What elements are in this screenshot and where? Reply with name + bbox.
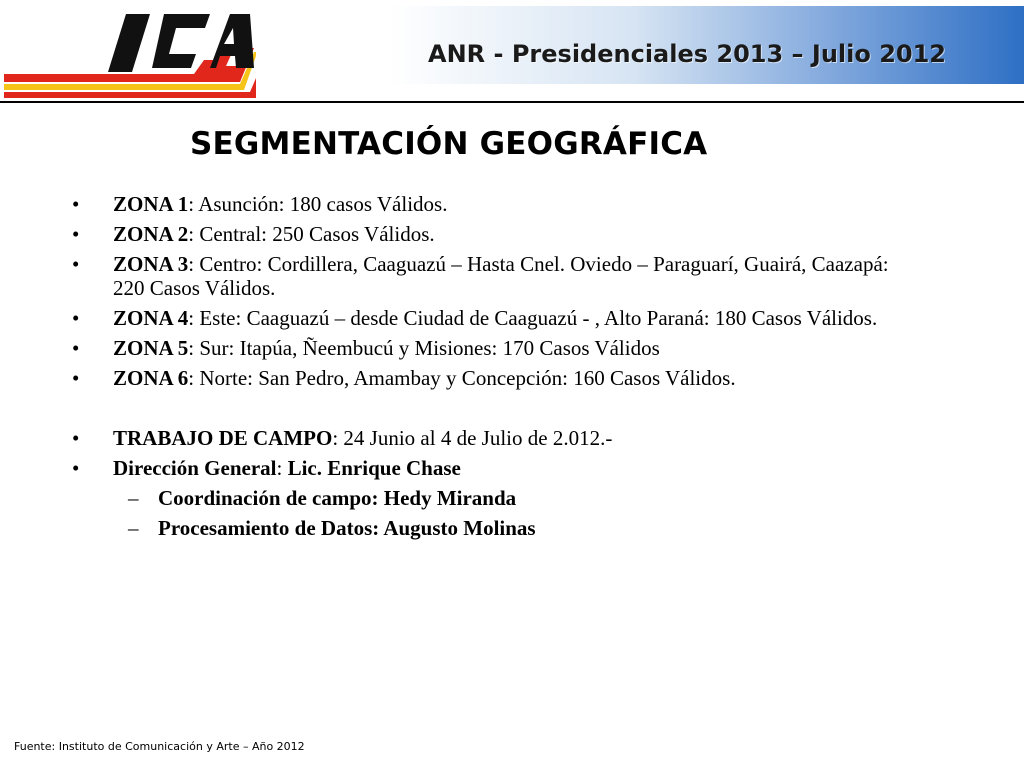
bullet-icon: • <box>72 222 80 246</box>
sub-item-text: Coordinación de campo: Hedy Miranda <box>158 486 517 510</box>
sub-item-processing <box>72 516 912 540</box>
slide-title: SEGMENTACIÓN GEOGRÁFICA <box>190 126 708 162</box>
list-item-fieldwork <box>72 426 912 450</box>
bullet-icon: • <box>72 192 80 216</box>
bullet-icon: • <box>72 252 80 276</box>
bullet-icon: • <box>72 336 80 360</box>
zone-label: ZONA 3 <box>113 252 189 276</box>
list-item-zona-5 <box>72 336 912 360</box>
bullet-icon: • <box>72 306 80 330</box>
ica-logo <box>4 8 256 100</box>
list-item-zona-1 <box>72 192 912 216</box>
zone-label: ZONA 4 <box>113 306 189 330</box>
direction-label: Dirección General <box>113 456 277 480</box>
zone-label: ZONA 5 <box>113 336 189 360</box>
direction-name: Lic. Enrique Chase <box>287 456 461 480</box>
list-item-zona-2 <box>72 222 912 246</box>
zone-label: ZONA 6 <box>113 366 189 390</box>
list-item-zona-4 <box>72 306 912 330</box>
zone-text: : Este: Caaguazú – desde Ciudad de Caaguazú - , Alto Paraná: 180 Casos Válidos. <box>188 306 878 330</box>
list-item-direction <box>72 456 912 480</box>
header-title: ANR - Presidenciales 2013 – Julio 2012 <box>428 40 946 68</box>
dash-icon: – <box>128 486 139 510</box>
zone-text: : Asunción: 180 casos Válidos. <box>188 192 448 216</box>
footer-source: Fuente: Instituto de Comunicación y Arte – Año 2012 <box>14 740 305 753</box>
zone-text: : Centro: Cordillera, Caaguazú – Hasta Cnel. Oviedo – Paraguarí, Guairá, Caazapá: 220 Casos Válidos. <box>113 252 889 300</box>
zone-label: ZONA 2 <box>113 222 189 246</box>
fieldwork-label: TRABAJO DE CAMPO <box>113 426 333 450</box>
zone-text: : Norte: San Pedro, Amambay y Concepción: 160 Casos Válidos. <box>188 366 736 390</box>
fieldwork-dates: : 24 Junio al 4 de Julio de 2.012.- <box>332 426 613 450</box>
sub-item-coordination <box>72 486 912 510</box>
header-divider <box>0 101 1024 103</box>
list-spacer <box>72 396 912 426</box>
bullet-icon: • <box>72 366 80 390</box>
sub-item-text: Procesamiento de Datos: Augusto Molinas <box>158 516 536 540</box>
bullet-icon: • <box>72 426 80 450</box>
list-item-zona-6 <box>72 366 912 390</box>
zone-text: : Sur: Itapúa, Ñeembucú y Misiones: 170 Casos Válidos <box>188 336 660 360</box>
slide-header <box>0 0 1024 102</box>
bullet-icon: • <box>72 456 80 480</box>
slide-content <box>72 192 912 546</box>
dash-icon: – <box>128 516 139 540</box>
list-item-zona-3 <box>72 252 912 300</box>
zone-label: ZONA 1 <box>113 192 189 216</box>
zone-text: : Central: 250 Casos Válidos. <box>188 222 435 246</box>
direction-separator: : <box>276 456 283 480</box>
